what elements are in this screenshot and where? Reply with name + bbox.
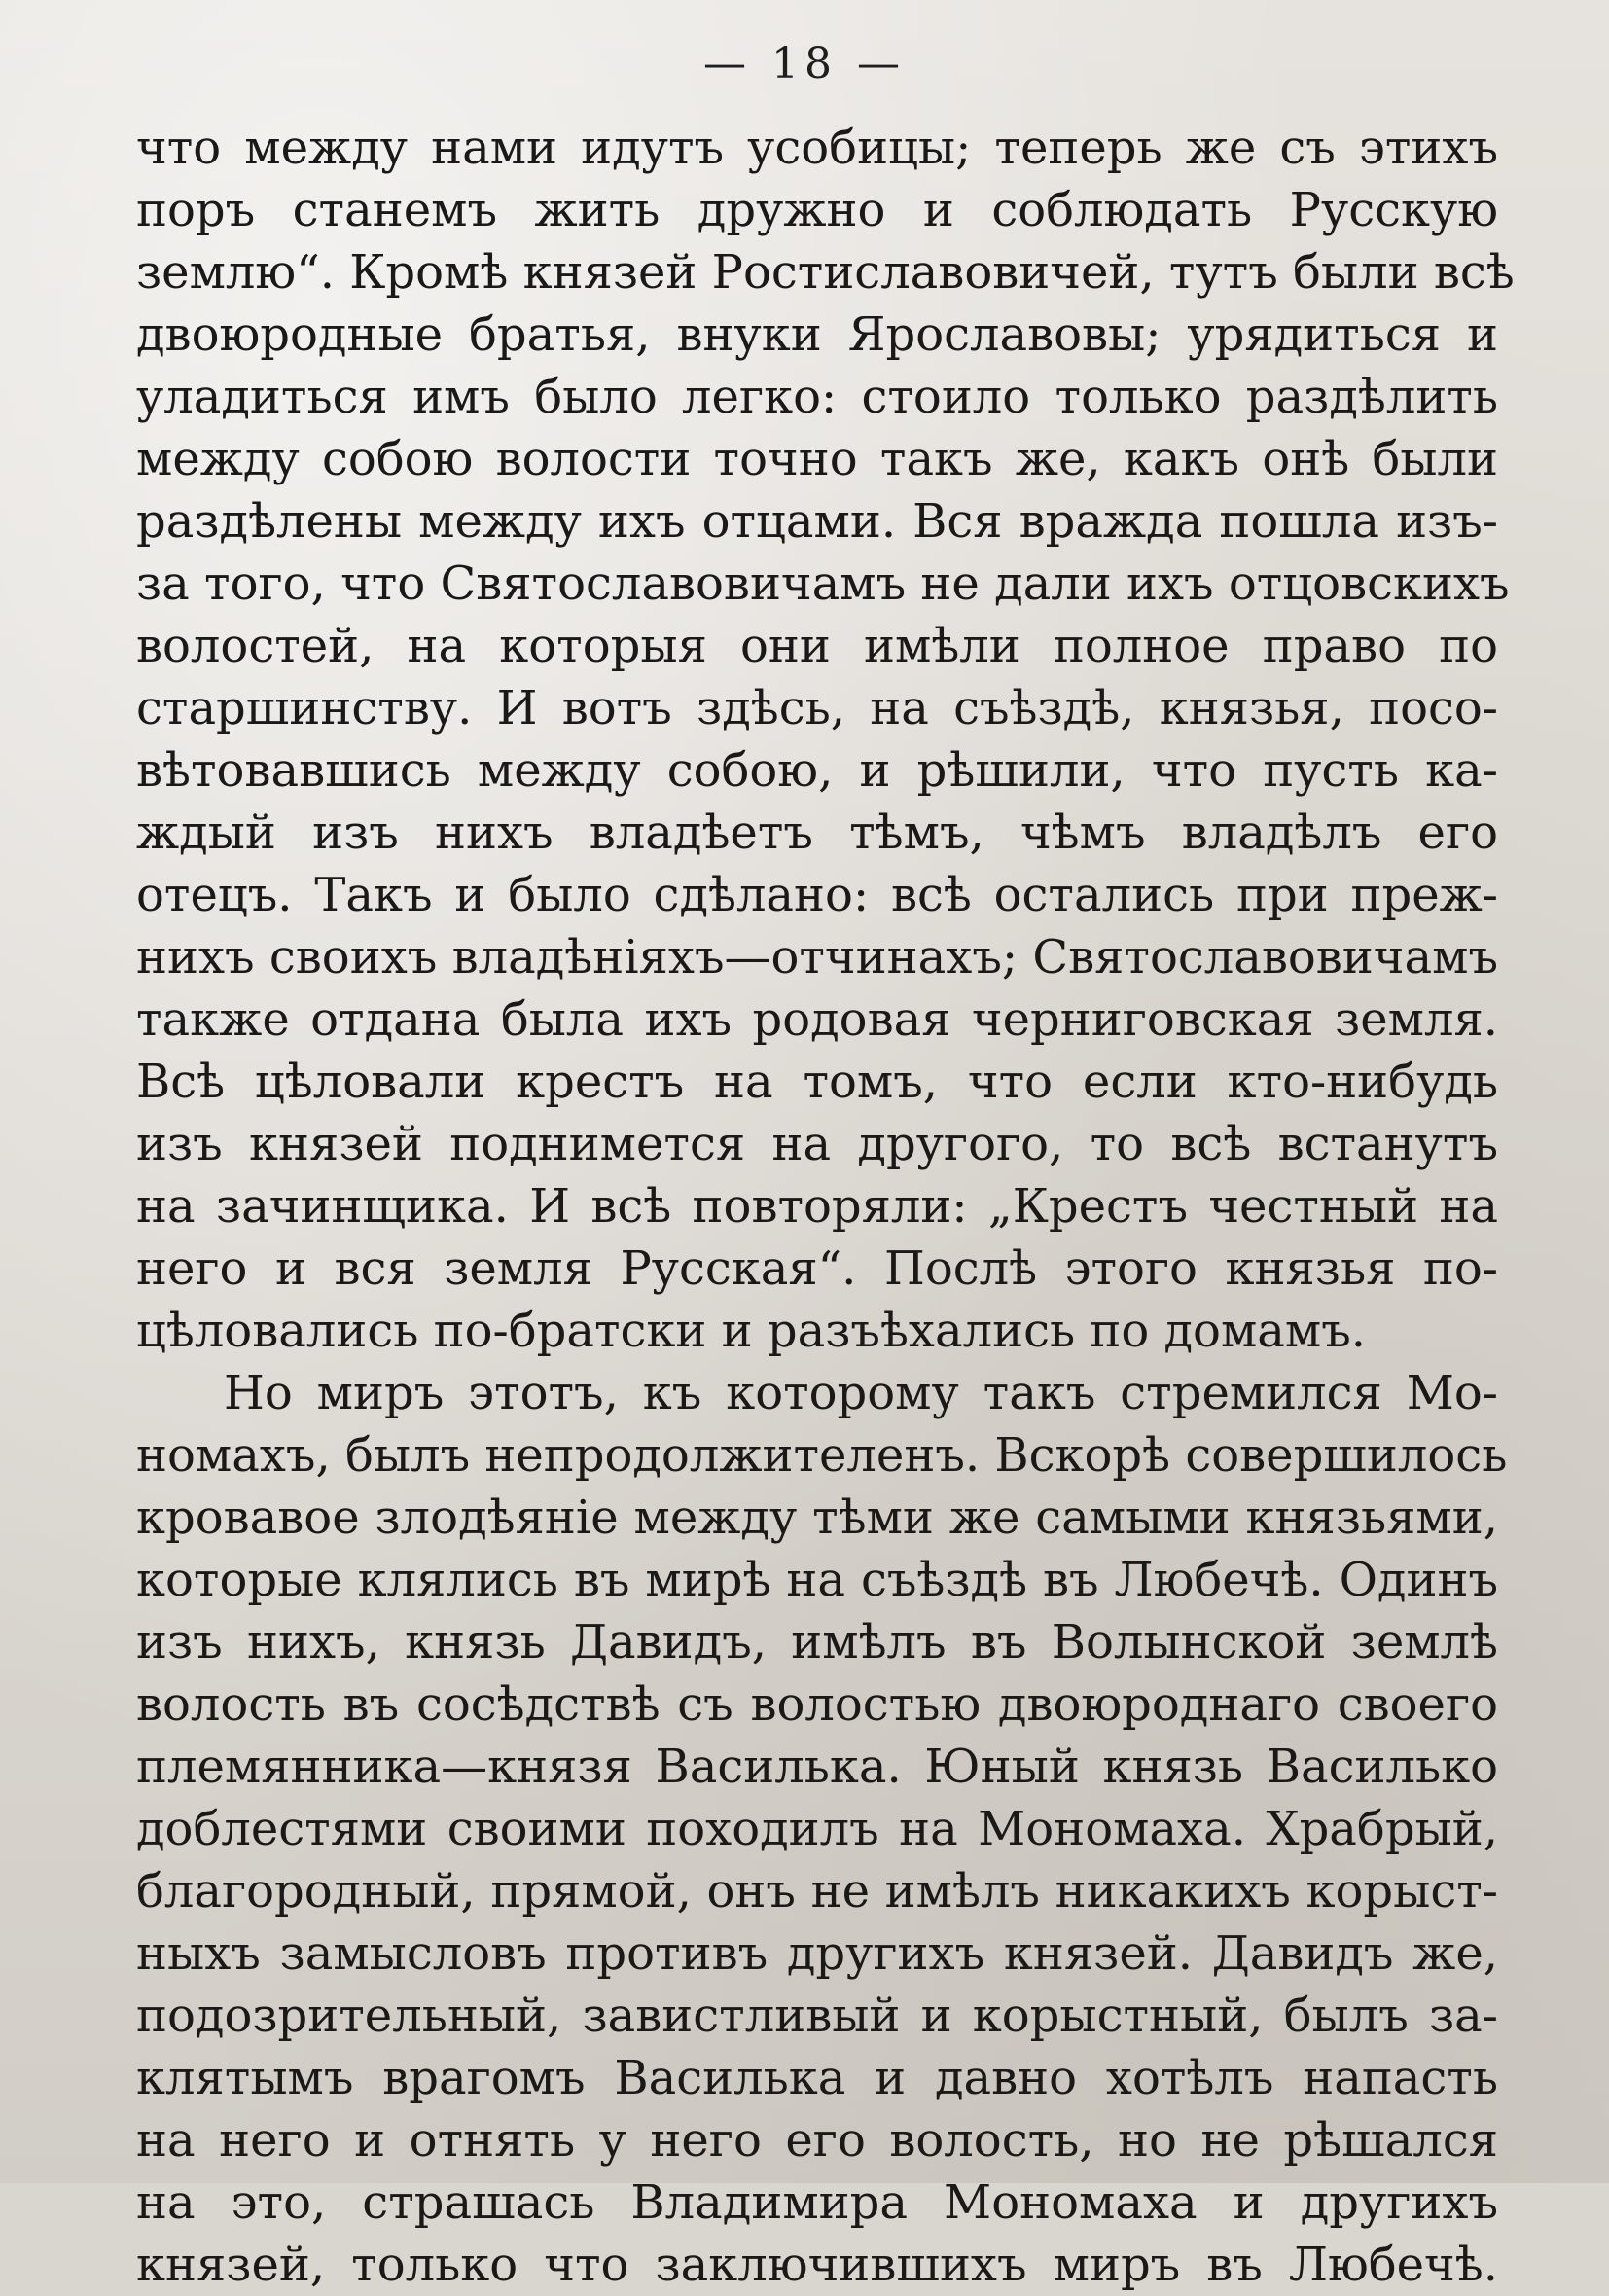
- text-line: нихъ своихъ владѣніяхъ—отчинахъ; Святославовичамъ: [136, 930, 1498, 985]
- text-line: на зачинщика. И всѣ повторяли: „Крестъ честный на: [136, 1179, 1498, 1234]
- text-line: вѣтовавшись между собою, и рѣшили, что пусть ка-: [136, 743, 1498, 798]
- text-line: уладиться имъ было легко: стоило только раздѣлить: [136, 370, 1498, 424]
- text-line: кровавое злодѣяніе между тѣми же самыми князьями,: [136, 1490, 1498, 1545]
- text-line: клятымъ врагомъ Василька и давно хотѣлъ напасть: [136, 2051, 1498, 2105]
- text-line: поръ станемъ жить дружно и соблюдать Русскую: [136, 183, 1498, 237]
- text-line: князей, только что заключившихъ миръ въ Любечѣ.: [136, 2238, 1498, 2292]
- text-line: на него и отнять у него его волость, но не рѣшался: [136, 2113, 1498, 2168]
- text-line: которые клялись въ мирѣ на съѣздѣ въ Любечѣ. Одинъ: [136, 1553, 1498, 1607]
- text-line: ныхъ замысловъ противъ другихъ князей. Давидъ же,: [136, 1926, 1498, 1981]
- text-line: номахъ, былъ непродолжителенъ. Вскорѣ совершилось: [136, 1428, 1508, 1483]
- text-line: волость въ сосѣдствѣ съ волостью двоюроднаго своего: [136, 1677, 1498, 1732]
- text-line: благородный, прямой, онъ не имѣлъ никакихъ корыст-: [136, 1864, 1498, 1919]
- paragraph-end-line: цѣловались по-братски и разъѣхались по домамъ.: [136, 1304, 1367, 1358]
- text-line: что между нами идутъ усобицы; теперь же съ этихъ: [136, 121, 1498, 175]
- text-line: доблестями своими походилъ на Мономаха. Храбрый,: [136, 1802, 1498, 1856]
- text-line: изъ нихъ, князь Давидъ, имѣлъ въ Волынской землѣ: [136, 1615, 1498, 1669]
- text-line: отецъ. Такъ и было сдѣлано: всѣ остались при преж-: [136, 868, 1498, 922]
- page-number: — 18 —: [703, 39, 906, 89]
- text-line: подозрительный, завистливый и корыстный, былъ за-: [136, 1989, 1498, 2043]
- text-line: за того, что Святославовичамъ не дали ихъ отцовскихъ: [136, 556, 1510, 611]
- paragraph-start-line: Но миръ этотъ, къ которому такъ стремился Мо-: [224, 1366, 1498, 1420]
- text-line: землю“. Кромѣ князей Ростиславовичей, тутъ были всѣ: [136, 245, 1515, 300]
- text-line: на это, страшась Владимира Мономаха и другихъ: [136, 2175, 1498, 2230]
- text-line: также отдана была ихъ родовая черниговская земля.: [136, 992, 1498, 1047]
- text-line: двоюродные братья, внуки Ярославовы; урядиться и: [136, 307, 1498, 362]
- text-line: изъ князей поднимется на другого, то всѣ встанутъ: [136, 1117, 1498, 1171]
- text-line: волостей, на которыя они имѣли полное право по: [136, 619, 1498, 673]
- text-line: между собою волости точно такъ же, какъ онѣ были: [136, 432, 1498, 486]
- text-line: него и вся земля Русская“. Послѣ этого князья по-: [136, 1241, 1498, 1296]
- text-line: старшинству. И вотъ здѣсь, на съѣздѣ, князья, посо-: [136, 681, 1498, 735]
- text-line: племянника—князя Василька. Юный князь Василько: [136, 1740, 1498, 1794]
- text-line: ждый изъ нихъ владѣетъ тѣмъ, чѣмъ владѣлъ его: [136, 806, 1498, 860]
- body-text: [136, 117, 1515, 2296]
- text-line: Всѣ цѣловали крестъ на томъ, что если кто-нибудь: [136, 1055, 1498, 1109]
- text-line: раздѣлены между ихъ отцами. Вся вражда пошла изъ-: [136, 494, 1498, 549]
